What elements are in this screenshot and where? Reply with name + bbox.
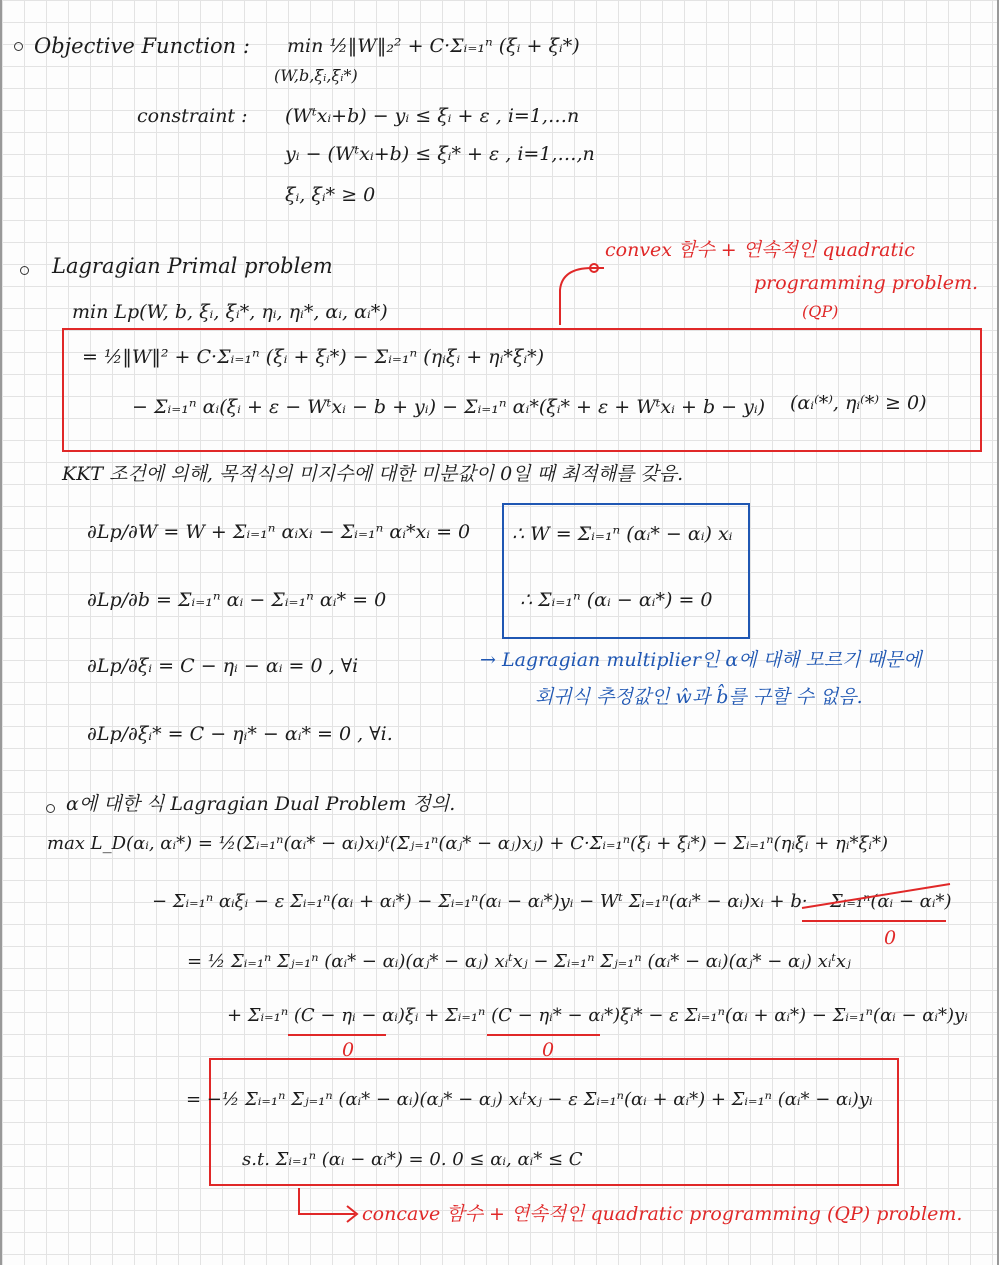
- objective-heading: Objective Function :: [34, 34, 250, 58]
- dual-line4: + Σᵢ₌₁ⁿ (C − ηᵢ − αᵢ)ξᵢ + Σᵢ₌₁ⁿ (C − ηᵢ* − αᵢ*)ξᵢ* − ε Σᵢ₌₁ⁿ(αᵢ + αᵢ*) − Σᵢ₌₁ⁿ(αᵢ − αᵢ*)yᵢ: [227, 1005, 968, 1026]
- dual-line1: max L_D(αᵢ, αᵢ*) = ½(Σᵢ₌₁ⁿ(αᵢ* − αᵢ)xᵢ)ᵗ(Σⱼ₌₁ⁿ(αⱼ* − αⱼ)xⱼ) + C·Σᵢ₌₁ⁿ(ξᵢ + ξᵢ*) − Σᵢ₌₁ⁿ(ηᵢξᵢ + ηᵢ*ξᵢ*): [47, 833, 888, 854]
- multiplier-note-line2: 회귀식 추정값인 ŵ과 b̂를 구할 수 없음.: [535, 686, 863, 708]
- strikethrough-mark: [802, 880, 952, 910]
- objective-variables: (W,b,ξᵢ,ξᵢ*): [274, 66, 358, 85]
- multiplier-note-line1: → Lagragian multiplier인 α에 대해 모르기 때문에: [480, 649, 922, 671]
- dual-line3: = ½ Σᵢ₌₁ⁿ Σⱼ₌₁ⁿ (αᵢ* − αᵢ)(αⱼ* − αⱼ) xᵢᵗxⱼ − Σᵢ₌₁ⁿ Σⱼ₌₁ⁿ (αᵢ* − αᵢ)(αⱼ* − αⱼ) xᵢᵗxⱼ: [187, 951, 851, 972]
- result-sum-zero: ∴ Σᵢ₌₁ⁿ (αᵢ − αᵢ*) = 0: [520, 589, 713, 611]
- derivative-xi: ∂Lp/∂ξᵢ = C − ηᵢ − αᵢ = 0 , ∀i: [87, 655, 359, 677]
- curved-arrow-icon: [552, 250, 612, 330]
- bullet-icon: [46, 804, 55, 813]
- objective-formula: min ½‖W‖₂² + C·Σᵢ₌₁ⁿ (ξᵢ + ξᵢ*): [287, 35, 580, 57]
- dual-line2-crossed: Σᵢ₌₁ⁿ(αᵢ − αᵢ*): [830, 891, 952, 912]
- zero-mark: 0: [542, 1039, 555, 1061]
- dual-heading: α에 대한 식 Lagragian Dual Problem 정의.: [66, 793, 456, 815]
- primal-note-line3: (QP): [802, 302, 839, 321]
- primal-eq-line1: = ½‖W‖² + C·Σᵢ₌₁ⁿ (ξᵢ + ξᵢ*) − Σᵢ₌₁ⁿ (ηᵢξᵢ + ηᵢ*ξᵢ*): [82, 346, 545, 368]
- dual-final-note: concave 함수 + 연속적인 quadratic programming (QP) problem.: [362, 1203, 963, 1225]
- primal-eq-line2: − Σᵢ₌₁ⁿ αᵢ(ξᵢ + ε − Wᵗxᵢ − b + yᵢ) − Σᵢ₌₁ⁿ αᵢ*(ξᵢ* + ε + Wᵗxᵢ + b − yᵢ): [132, 396, 766, 418]
- primal-note-line2: programming problem.: [754, 272, 979, 294]
- bullet-icon: [14, 42, 23, 51]
- constraint-1: (Wᵗxᵢ+b) − yᵢ ≤ ξᵢ + ε , i=1,…n: [285, 105, 580, 127]
- zero-mark: 0: [884, 927, 897, 949]
- dual-line4-underline-2: [487, 1034, 600, 1036]
- derivative-b: ∂Lp/∂b = Σᵢ₌₁ⁿ αᵢ − Σᵢ₌₁ⁿ αᵢ* = 0: [87, 589, 387, 611]
- zero-mark: 0: [342, 1039, 355, 1061]
- dual-line4-underline-1: [288, 1034, 386, 1036]
- constraint-label: constraint :: [137, 105, 248, 127]
- dual-line6: s.t. Σᵢ₌₁ⁿ (αᵢ − αᵢ*) = 0. 0 ≤ αᵢ, αᵢ* ≤ C: [242, 1149, 583, 1170]
- primal-heading: Lagragian Primal problem: [52, 254, 333, 278]
- arrow-icon: [297, 1188, 367, 1222]
- dual-line2-underline: [802, 920, 946, 922]
- derivative-w: ∂Lp/∂W = W + Σᵢ₌₁ⁿ αᵢxᵢ − Σᵢ₌₁ⁿ αᵢ*xᵢ = 0: [87, 521, 471, 543]
- constraint-3: ξᵢ, ξᵢ* ≥ 0: [285, 184, 376, 206]
- derivative-xi-star: ∂Lp/∂ξᵢ* = C − ηᵢ* − αᵢ* = 0 , ∀i.: [87, 723, 393, 745]
- dual-line5: = −½ Σᵢ₌₁ⁿ Σⱼ₌₁ⁿ (αᵢ* − αᵢ)(αⱼ* − αⱼ) xᵢᵗxⱼ − ε Σᵢ₌₁ⁿ(αᵢ + αᵢ*) + Σᵢ₌₁ⁿ (αᵢ* − αᵢ)yᵢ: [186, 1089, 873, 1110]
- primal-eq-condition: (αᵢ⁽*⁾, ηᵢ⁽*⁾ ≥ 0): [790, 392, 927, 414]
- constraint-2: yᵢ − (Wᵗxᵢ+b) ≤ ξᵢ* + ε , i=1,…,n: [285, 143, 595, 165]
- bullet-icon: [20, 266, 29, 275]
- kkt-statement: KKT 조건에 의해, 목적식의 미지수에 대한 미분값이 0일 때 최적해를 갖음.: [62, 463, 684, 485]
- result-w: ∴ W = Σᵢ₌₁ⁿ (αᵢ* − αᵢ) xᵢ: [512, 523, 733, 545]
- dual-line2: − Σᵢ₌₁ⁿ αᵢξᵢ − ε Σᵢ₌₁ⁿ(αᵢ + αᵢ*) − Σᵢ₌₁ⁿ(αᵢ − αᵢ*)yᵢ − Wᵗ Σᵢ₌₁ⁿ(αᵢ* − αᵢ)xᵢ + b·: [152, 891, 808, 912]
- primal-min-line: min Lp(W, b, ξᵢ, ξᵢ*, ηᵢ, ηᵢ*, αᵢ, αᵢ*): [72, 301, 388, 323]
- primal-note-line1: convex 함수 + 연속적인 quadratic: [605, 239, 915, 261]
